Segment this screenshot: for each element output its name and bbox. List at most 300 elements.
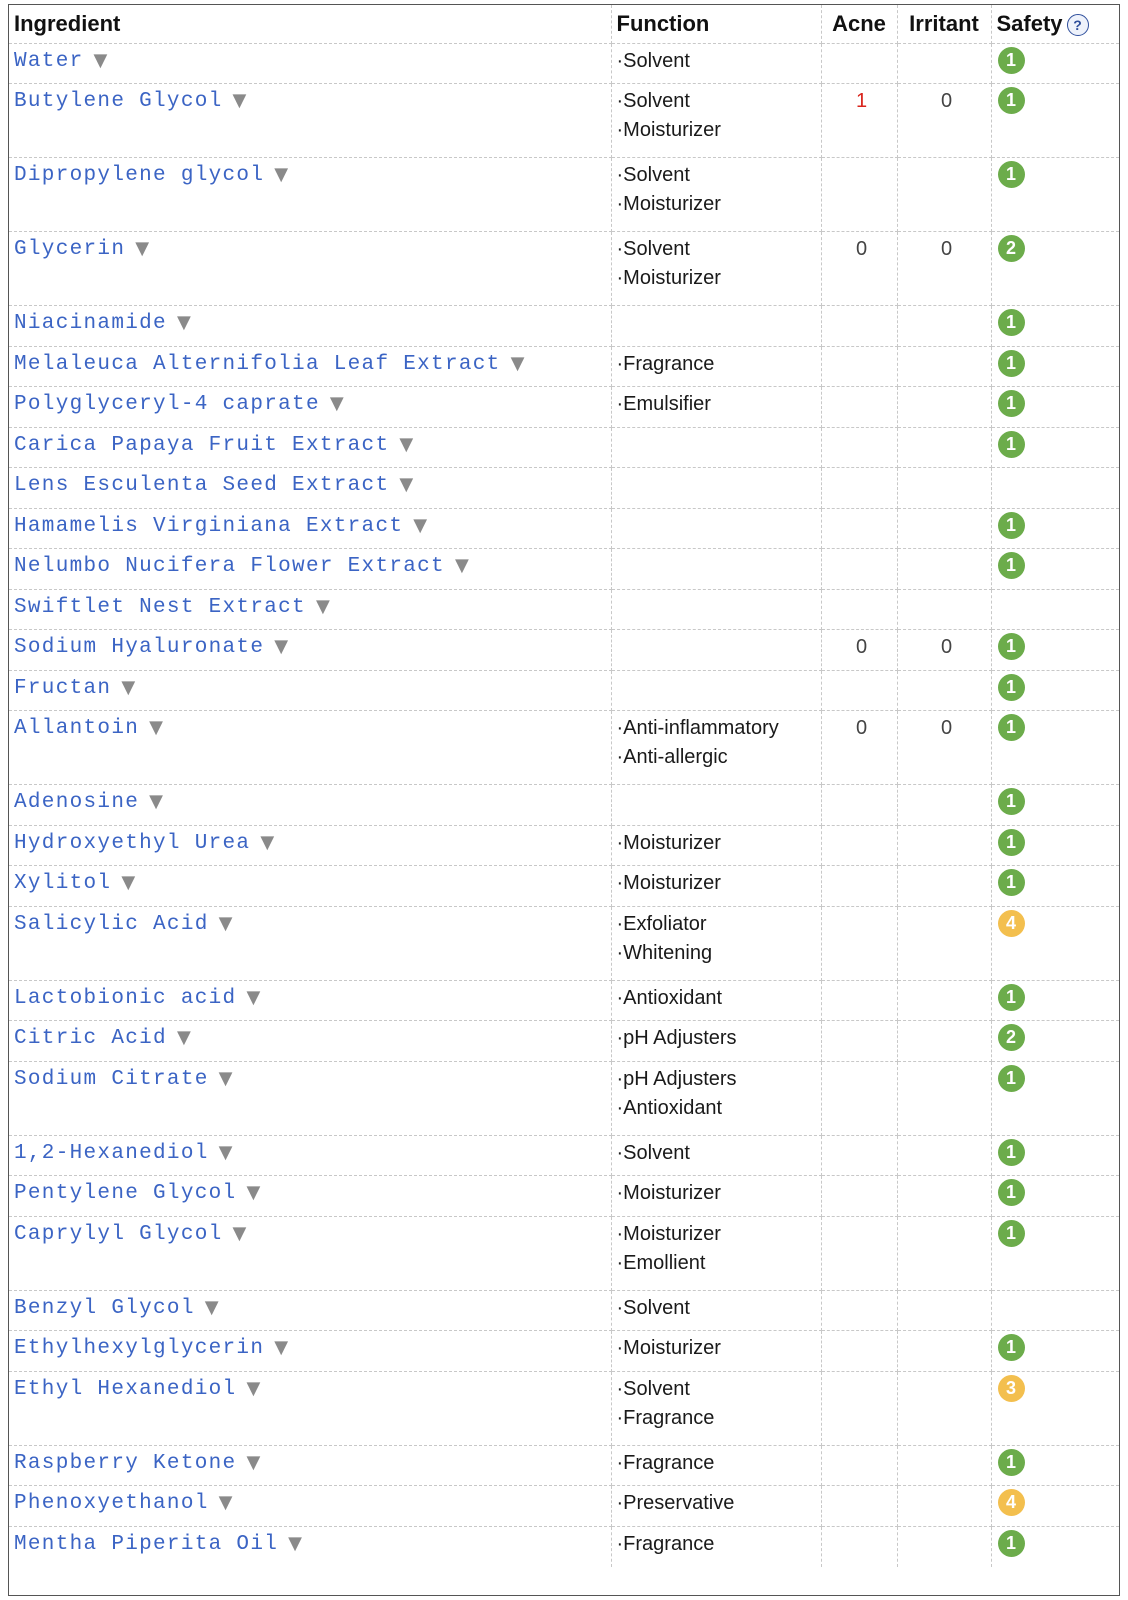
- safety-cell: [991, 906, 1119, 980]
- safety-cell: [991, 1445, 1119, 1486]
- irritant-cell: [897, 346, 991, 387]
- acne-score: 1: [855, 90, 868, 112]
- table-row: [9, 589, 1119, 630]
- irritant-cell: [897, 1445, 991, 1486]
- table-row: [9, 1061, 1119, 1135]
- function-tag: ·pH Adjusters: [616, 1027, 737, 1049]
- ingredient-cell: [9, 906, 611, 980]
- function-tag: ·Fragrance: [616, 352, 715, 375]
- table-row: [9, 346, 1119, 387]
- safety-cell: [991, 1290, 1119, 1331]
- table-row: [9, 232, 1119, 306]
- function-cell: [611, 785, 821, 826]
- header-row: [9, 5, 1119, 43]
- ingredient-cell: [9, 549, 611, 590]
- table-row: [9, 306, 1119, 347]
- ingredient-link[interactable]: Ethyl Hexanediol: [14, 1377, 237, 1401]
- irritant-cell: [897, 84, 991, 158]
- table-row: [9, 508, 1119, 549]
- ingredient-link[interactable]: Ethylhexylglycerin: [14, 1337, 265, 1360]
- expand-caret-icon[interactable]: ▼: [246, 1182, 261, 1203]
- irritant-cell: [897, 1021, 991, 1062]
- irritant-cell: [897, 589, 991, 630]
- ingredient-cell: [9, 866, 611, 907]
- irritant-cell: [897, 387, 991, 428]
- function-cell: [611, 980, 821, 1021]
- ingredient-link[interactable]: Hamamelis Virginiana Extract: [14, 514, 404, 538]
- acne-cell: [821, 84, 897, 158]
- table-row: [9, 1176, 1119, 1217]
- safety-cell: [991, 711, 1119, 785]
- safety-cell: [991, 825, 1119, 866]
- function-cell: [611, 84, 821, 158]
- acne-cell: [821, 670, 897, 711]
- function-tag: ·Moisturizer: [616, 119, 721, 141]
- safety-cell: [991, 508, 1119, 549]
- acne-cell: [821, 1176, 897, 1217]
- safety-cell: [991, 1061, 1119, 1135]
- expand-caret-icon[interactable]: ▼: [413, 514, 428, 536]
- safety-cell: [991, 427, 1119, 468]
- acne-cell: [821, 1486, 897, 1527]
- function-tag: ·Solvent: [616, 238, 690, 260]
- acne-cell: [821, 906, 897, 980]
- safety-cell: [991, 232, 1119, 306]
- safety-badge: 1: [998, 1449, 1025, 1476]
- table-row: [9, 1445, 1119, 1486]
- safety-cell: [991, 1176, 1119, 1217]
- function-tag: ·Solvent: [616, 1377, 690, 1400]
- acne-cell: [821, 427, 897, 468]
- expand-caret-icon[interactable]: ▼: [399, 433, 414, 455]
- expand-caret-icon[interactable]: ▼: [135, 238, 150, 259]
- function-cell: [611, 549, 821, 590]
- table-row: [9, 866, 1119, 907]
- safety-badge: 1: [998, 552, 1025, 579]
- safety-badge: 1: [998, 869, 1025, 896]
- safety-badge: 3: [998, 1375, 1025, 1402]
- ingredient-link[interactable]: Butylene Glycol: [14, 90, 223, 113]
- ingredient-link[interactable]: Fructan: [14, 676, 112, 700]
- acne-cell: [821, 1216, 897, 1290]
- expand-caret-icon[interactable]: ▼: [204, 1296, 219, 1318]
- expand-caret-icon[interactable]: ▼: [93, 49, 108, 71]
- function-tag: ·Moisturizer: [616, 1182, 721, 1204]
- irritant-cell: [897, 43, 991, 84]
- safety-badge: 1: [998, 1530, 1025, 1557]
- ingredient-link[interactable]: Dipropylene glycol: [14, 164, 265, 187]
- ingredient-link[interactable]: Mentha Piperita Oil: [14, 1532, 279, 1556]
- safety-cell: [991, 387, 1119, 428]
- safety-cell: [991, 1526, 1119, 1567]
- function-tag: ·Solvent: [616, 164, 690, 186]
- function-cell: [611, 346, 821, 387]
- safety-badge: 1: [998, 633, 1025, 660]
- safety-badge: 2: [998, 235, 1025, 262]
- ingredient-link[interactable]: Benzyl Glycol: [14, 1296, 195, 1320]
- expand-caret-icon[interactable]: ▼: [274, 164, 289, 185]
- expand-caret-icon[interactable]: ▼: [218, 1492, 233, 1513]
- table-row: [9, 1331, 1119, 1372]
- function-tag: ·Moisturizer: [616, 872, 721, 894]
- table-row: [9, 158, 1119, 232]
- acne-cell: [821, 980, 897, 1021]
- function-cell: [611, 1371, 821, 1445]
- safety-badge: 1: [998, 390, 1025, 417]
- irritant-score: 0: [940, 90, 953, 112]
- function-tag: ·Exfoliator: [616, 912, 707, 935]
- function-tag: ·Moisturizer: [616, 1337, 721, 1359]
- function-cell: [611, 906, 821, 980]
- header-irritant: Irritant: [897, 5, 991, 43]
- ingredient-link[interactable]: Pentylene Glycol: [14, 1182, 237, 1205]
- irritant-cell: [897, 468, 991, 509]
- table-row: [9, 1021, 1119, 1062]
- ingredient-cell: [9, 346, 611, 387]
- expand-caret-icon[interactable]: ▼: [218, 1067, 233, 1089]
- table-row: [9, 630, 1119, 671]
- irritant-cell: [897, 1061, 991, 1135]
- ingredient-link[interactable]: Polyglyceryl-4 caprate: [14, 393, 320, 416]
- function-tag: ·Preservative: [616, 1492, 735, 1514]
- function-tag: ·Solvent: [616, 1141, 690, 1164]
- table-row: [9, 1371, 1119, 1445]
- function-cell: [611, 1486, 821, 1527]
- function-tag: ·Moisturizer: [616, 193, 721, 215]
- acne-cell: [821, 785, 897, 826]
- acne-cell: [821, 1061, 897, 1135]
- acne-cell: [821, 1331, 897, 1372]
- function-tag: ·Moisturizer: [616, 1222, 721, 1245]
- ingredient-link[interactable]: Raspberry Ketone: [14, 1451, 237, 1475]
- ingredient-link[interactable]: Swiftlet Nest Extract: [14, 595, 306, 619]
- table-row: [9, 427, 1119, 468]
- acne-cell: [821, 549, 897, 590]
- ingredient-cell: [9, 980, 611, 1021]
- safety-badge: 1: [998, 1334, 1025, 1361]
- function-tag: ·pH Adjusters: [616, 1067, 737, 1090]
- ingredient-cell: [9, 1526, 611, 1567]
- table-row: [9, 1526, 1119, 1567]
- ingredient-link[interactable]: Nelumbo Nucifera Flower Extract: [14, 555, 445, 578]
- table-row: [9, 980, 1119, 1021]
- table-row: [9, 1486, 1119, 1527]
- acne-cell: [821, 508, 897, 549]
- safety-badge: 1: [998, 829, 1025, 856]
- function-cell: [611, 630, 821, 671]
- acne-cell: [821, 468, 897, 509]
- ingredient-link[interactable]: Niacinamide: [14, 312, 167, 335]
- table-row: [9, 1135, 1119, 1176]
- acne-cell: [821, 1135, 897, 1176]
- ingredient-link[interactable]: Glycerin: [14, 238, 126, 261]
- irritant-cell: [897, 1176, 991, 1217]
- function-cell: [611, 387, 821, 428]
- function-cell: [611, 1290, 821, 1331]
- expand-caret-icon[interactable]: ▼: [149, 791, 163, 812]
- function-tag: ·Anti-allergic: [616, 746, 728, 768]
- expand-caret-icon[interactable]: ▼: [232, 1222, 247, 1244]
- expand-caret-icon[interactable]: ▼: [149, 717, 163, 738]
- function-cell: [611, 1526, 821, 1567]
- safety-badge: 2: [998, 1024, 1025, 1051]
- safety-cell: [991, 866, 1119, 907]
- ingredient-cell: [9, 589, 611, 630]
- safety-cell: [991, 1331, 1119, 1372]
- irritant-cell: [897, 508, 991, 549]
- irritant-cell: [897, 549, 991, 590]
- ingredient-cell: [9, 232, 611, 306]
- table-row: [9, 1216, 1119, 1290]
- table-row: [9, 84, 1119, 158]
- function-cell: [611, 1021, 821, 1062]
- expand-caret-icon[interactable]: ▼: [274, 636, 289, 657]
- safety-cell: [991, 1371, 1119, 1445]
- irritant-cell: [897, 306, 991, 347]
- function-cell: [611, 158, 821, 232]
- safety-badge: 1: [998, 1139, 1025, 1166]
- expand-caret-icon[interactable]: ▼: [176, 1027, 191, 1048]
- ingredient-cell: [9, 1021, 611, 1062]
- ingredient-link[interactable]: Carica Papaya Fruit Extract: [14, 433, 390, 457]
- function-tag: ·Fragrance: [616, 1406, 715, 1429]
- acne-cell: [821, 1445, 897, 1486]
- ingredient-cell: [9, 1135, 611, 1176]
- safety-badge: 1: [998, 984, 1025, 1011]
- function-tag: ·Anti-inflammatory: [616, 717, 779, 739]
- safety-badge: 4: [998, 910, 1025, 937]
- ingredient-link[interactable]: Sodium Hyaluronate: [14, 636, 265, 659]
- function-tag: ·Emollient: [616, 1251, 706, 1274]
- irritant-cell: [897, 1486, 991, 1527]
- function-cell: [611, 508, 821, 549]
- table-row: [9, 549, 1119, 590]
- ingredient-cell: [9, 711, 611, 785]
- irritant-cell: [897, 158, 991, 232]
- safety-cell: [991, 785, 1119, 826]
- ingredient-link[interactable]: Caprylyl Glycol: [14, 1222, 223, 1246]
- ingredient-cell: [9, 825, 611, 866]
- irritant-cell: [897, 1135, 991, 1176]
- acne-cell: [821, 387, 897, 428]
- function-tag: ·Antioxidant: [616, 1096, 723, 1119]
- function-cell: [611, 232, 821, 306]
- acne-cell: [821, 711, 897, 785]
- expand-caret-icon[interactable]: ▼: [246, 1451, 261, 1473]
- expand-caret-icon[interactable]: ▼: [246, 1377, 261, 1399]
- safety-cell: [991, 346, 1119, 387]
- acne-cell: [821, 825, 897, 866]
- ingredient-cell: [9, 158, 611, 232]
- function-cell: [611, 670, 821, 711]
- expand-caret-icon[interactable]: ▼: [274, 1337, 289, 1358]
- function-tag: ·Moisturizer: [616, 267, 721, 289]
- function-tag: ·Solvent: [616, 90, 690, 112]
- ingredient-link[interactable]: Salicylic Acid: [14, 912, 209, 936]
- ingredient-cell: [9, 785, 611, 826]
- ingredient-cell: [9, 468, 611, 509]
- ingredient-cell: [9, 84, 611, 158]
- acne-cell: [821, 589, 897, 630]
- function-cell: [611, 1176, 821, 1217]
- safety-badge: 1: [998, 674, 1025, 701]
- safety-badge: 1: [998, 512, 1025, 539]
- safety-badge: 1: [998, 1065, 1025, 1092]
- ingredient-link[interactable]: Melaleuca Alternifolia Leaf Extract: [14, 352, 501, 376]
- function-cell: [611, 825, 821, 866]
- function-cell: [611, 1216, 821, 1290]
- safety-cell: [991, 43, 1119, 84]
- function-tag: ·Whitening: [616, 941, 713, 964]
- acne-cell: [821, 158, 897, 232]
- safety-cell: [991, 468, 1119, 509]
- expand-caret-icon[interactable]: ▼: [176, 312, 191, 333]
- table-row: [9, 387, 1119, 428]
- table-row: [9, 785, 1119, 826]
- function-cell: [611, 1331, 821, 1372]
- ingredient-cell: [9, 1290, 611, 1331]
- expand-caret-icon[interactable]: ▼: [121, 872, 136, 893]
- safety-badge: 1: [998, 431, 1025, 458]
- ingredient-link[interactable]: Allantoin: [14, 717, 140, 740]
- irritant-cell: [897, 866, 991, 907]
- ingredient-cell: [9, 1486, 611, 1527]
- ingredient-link[interactable]: Sodium Citrate: [14, 1067, 209, 1091]
- safety-cell: [991, 306, 1119, 347]
- safety-badge: 1: [998, 350, 1025, 377]
- irritant-cell: [897, 1290, 991, 1331]
- expand-caret-icon[interactable]: ▼: [399, 474, 414, 495]
- ingredient-cell: [9, 1176, 611, 1217]
- ingredient-link[interactable]: 1,2-Hexanediol: [14, 1141, 209, 1165]
- ingredient-cell: [9, 1216, 611, 1290]
- function-tag: ·Antioxidant: [616, 986, 723, 1009]
- expand-caret-icon[interactable]: ▼: [232, 90, 247, 111]
- function-cell: [611, 589, 821, 630]
- ingredient-link[interactable]: Lactobionic acid: [14, 986, 237, 1010]
- safety-badge: 1: [998, 161, 1025, 188]
- ingredient-link[interactable]: Phenoxyethanol: [14, 1492, 209, 1515]
- table-row: [9, 1290, 1119, 1331]
- ingredient-cell: [9, 306, 611, 347]
- safety-badge: 1: [998, 1220, 1025, 1247]
- ingredient-cell: [9, 670, 611, 711]
- irritant-cell: [897, 906, 991, 980]
- safety-badge: 1: [998, 788, 1025, 815]
- table-row: [9, 906, 1119, 980]
- acne-cell: [821, 1021, 897, 1062]
- expand-caret-icon[interactable]: ▼: [288, 1532, 302, 1554]
- ingredient-panel: [8, 4, 1120, 1596]
- ingredient-link[interactable]: Water: [14, 49, 84, 73]
- function-tag: ·Fragrance: [616, 1532, 715, 1555]
- acne-cell: [821, 306, 897, 347]
- header-safety-label: Safety: [996, 10, 1063, 36]
- safety-cell: [991, 670, 1119, 711]
- ingredient-cell: [9, 387, 611, 428]
- expand-caret-icon[interactable]: ▼: [260, 831, 275, 853]
- expand-caret-icon[interactable]: ▼: [329, 393, 344, 414]
- safety-badge: 1: [998, 47, 1025, 74]
- ingredient-cell: [9, 1445, 611, 1486]
- acne-cell: [821, 866, 897, 907]
- acne-score: 0: [855, 238, 868, 260]
- irritant-score: 0: [940, 717, 953, 739]
- expand-caret-icon[interactable]: ▼: [121, 676, 136, 698]
- function-tag: ·Solvent: [616, 49, 690, 72]
- table-row: [9, 711, 1119, 785]
- ingredient-link[interactable]: Adenosine: [14, 791, 140, 814]
- acne-cell: [821, 630, 897, 671]
- irritant-cell: [897, 232, 991, 306]
- header-acne: Acne: [821, 5, 897, 43]
- irritant-cell: [897, 670, 991, 711]
- question-mark-icon[interactable]: ?: [1067, 14, 1089, 36]
- ingredient-link[interactable]: Lens Esculenta Seed Extract: [14, 474, 390, 497]
- irritant-score: 0: [940, 238, 953, 260]
- ingredient-cell: [9, 427, 611, 468]
- safety-cell: [991, 84, 1119, 158]
- expand-caret-icon[interactable]: ▼: [218, 912, 233, 934]
- ingredient-table: [9, 5, 1119, 1567]
- function-cell: [611, 866, 821, 907]
- ingredient-link[interactable]: Xylitol: [14, 872, 112, 895]
- acne-score: 0: [855, 717, 868, 739]
- expand-caret-icon[interactable]: ▼: [315, 595, 330, 617]
- ingredient-cell: [9, 1061, 611, 1135]
- safety-badge: 1: [998, 309, 1025, 336]
- ingredient-cell: [9, 1371, 611, 1445]
- safety-cell: [991, 630, 1119, 671]
- irritant-cell: [897, 1216, 991, 1290]
- irritant-cell: [897, 427, 991, 468]
- irritant-cell: [897, 825, 991, 866]
- ingredient-link[interactable]: Hydroxyethyl Urea: [14, 831, 251, 855]
- irritant-cell: [897, 785, 991, 826]
- safety-cell: [991, 1135, 1119, 1176]
- expand-caret-icon[interactable]: ▼: [246, 986, 261, 1008]
- safety-cell: [991, 158, 1119, 232]
- acne-cell: [821, 1290, 897, 1331]
- safety-cell: [991, 1486, 1119, 1527]
- safety-cell: [991, 1021, 1119, 1062]
- expand-caret-icon[interactable]: ▼: [218, 1141, 233, 1163]
- ingredient-cell: [9, 43, 611, 84]
- ingredient-cell: [9, 508, 611, 549]
- expand-caret-icon[interactable]: ▼: [510, 352, 525, 374]
- ingredient-link[interactable]: Citric Acid: [14, 1027, 167, 1050]
- header-ingredient: Ingredient: [9, 5, 611, 43]
- acne-cell: [821, 232, 897, 306]
- function-cell: [611, 1061, 821, 1135]
- acne-cell: [821, 346, 897, 387]
- safety-badge: 1: [998, 87, 1025, 114]
- acne-cell: [821, 1371, 897, 1445]
- expand-caret-icon[interactable]: ▼: [454, 555, 469, 576]
- safety-cell: [991, 549, 1119, 590]
- ingredient-cell: [9, 1331, 611, 1372]
- function-cell: [611, 306, 821, 347]
- safety-cell: [991, 589, 1119, 630]
- safety-badge: 1: [998, 1179, 1025, 1206]
- function-cell: [611, 427, 821, 468]
- function-cell: [611, 1135, 821, 1176]
- function-cell: [611, 711, 821, 785]
- table-row: [9, 468, 1119, 509]
- safety-badge: 4: [998, 1489, 1025, 1516]
- header-function: Function: [611, 5, 821, 43]
- ingredient-cell: [9, 630, 611, 671]
